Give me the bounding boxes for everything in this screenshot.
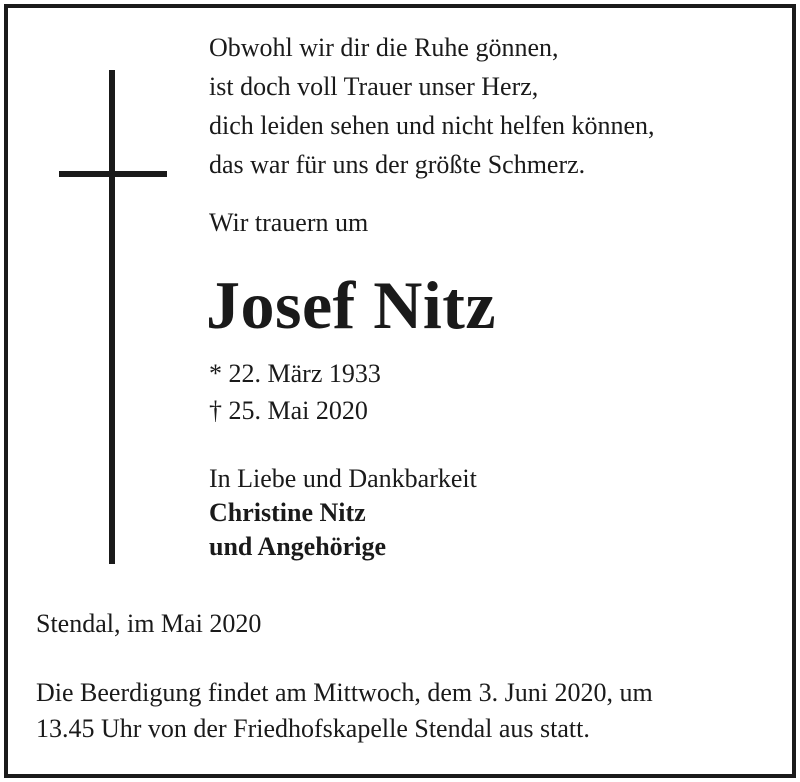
cross-icon <box>109 70 115 564</box>
mourner-name: Christine Nitz <box>209 498 366 527</box>
life-dates <box>209 355 381 429</box>
birth-date: * 22. März 1933 <box>209 359 381 388</box>
funeral-info <box>36 675 653 747</box>
poem-line: das war für uns der größte Schmerz. <box>209 150 586 179</box>
death-date: † 25. Mai 2020 <box>209 396 368 425</box>
mourner-relatives: und Angehörige <box>209 532 386 561</box>
funeral-line: 13.45 Uhr von der Friedhofskapelle Stendal aus statt. <box>36 714 590 743</box>
place-date: Stendal, im Mai 2020 <box>36 609 262 638</box>
poem-line: Obwohl wir dir die Ruhe gönnen, <box>209 33 559 62</box>
poem-line: ist doch voll Trauer unser Herz, <box>209 72 539 101</box>
mourners-phrase: In Liebe und Dankbarkeit <box>209 464 477 493</box>
cross-icon-crossbar <box>59 171 167 177</box>
memorial-poem <box>209 28 654 184</box>
deceased-name: Josef Nitz <box>206 267 497 343</box>
poem-line: dich leiden sehen und nicht helfen können, <box>209 111 655 140</box>
funeral-line: Die Beerdigung findet am Mittwoch, dem 3. Juni 2020, um <box>36 678 653 707</box>
mourners-block <box>209 462 477 564</box>
mourning-intro: Wir trauern um <box>209 208 369 237</box>
